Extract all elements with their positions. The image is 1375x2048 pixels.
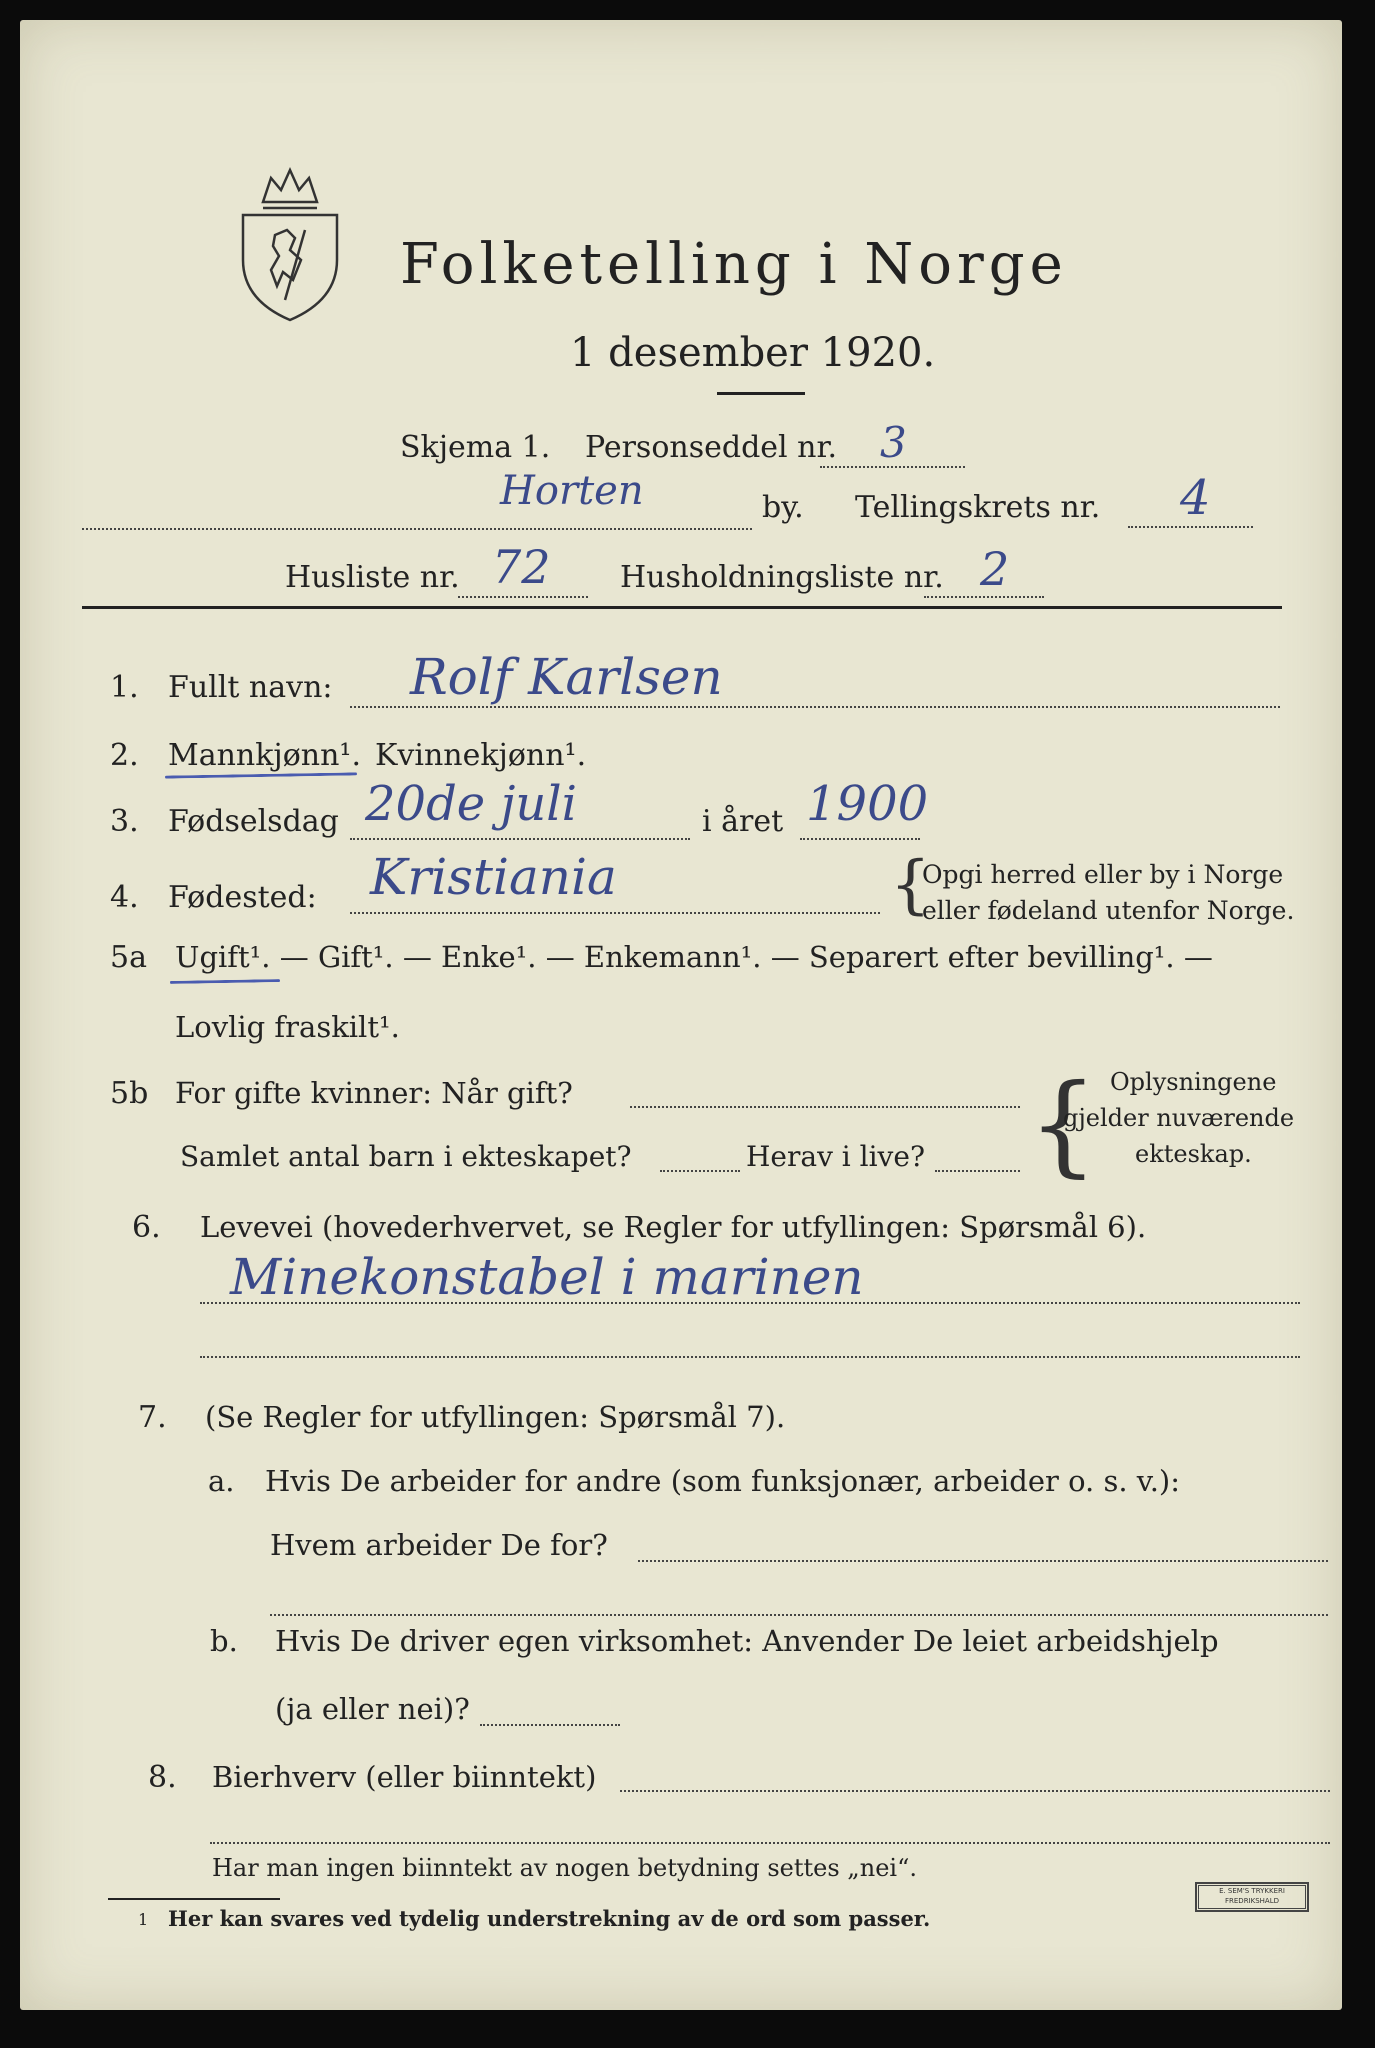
q8-label: Bierhverv (eller biinntekt) [212,1760,597,1794]
birth-year-field[interactable] [800,838,920,840]
q5b-note-line2: gjelder nuværende [1063,1104,1295,1132]
employer-field-line2[interactable] [270,1614,1328,1616]
hired-help-field[interactable] [480,1724,620,1726]
footnote-text: Her kan svares ved tydelig understrekning av de ord som passer. [168,1906,931,1931]
q5a-number: 5a [110,940,147,975]
marital-status-option-divorced[interactable]: Lovlig fraskilt¹. [175,1010,400,1044]
census-form [20,20,1342,2010]
q4-label: Fødested: [168,880,317,915]
side-income-field-line2[interactable] [210,1842,1330,1844]
title-divider [717,392,805,395]
q5b-note-line3: ekteskap. [1135,1140,1252,1168]
ugift-underline-mark [170,979,280,984]
by-label: by. [762,490,804,525]
occupation-field-line2[interactable] [200,1356,1300,1358]
by-value: Horten [500,468,644,514]
coat-of-arms-icon [235,160,345,325]
tellingskrets-label: Tellingskrets nr. [855,490,1101,525]
q3-number: 3. [110,804,139,839]
q7-number: 7. [138,1400,167,1435]
married-when-field[interactable] [630,1106,1020,1108]
q8-number: 8. [148,1760,177,1795]
q4-note-brace: { [890,848,931,922]
husliste-field[interactable] [458,596,588,598]
husholdningsliste-label: Husholdningsliste nr. [620,560,944,595]
tellingskrets-field[interactable] [1128,526,1253,528]
q5b-children-label: Samlet antal barn i ekteskapet? [180,1140,632,1173]
q1-number: 1. [110,670,139,705]
husliste-value: 72 [492,540,551,594]
birthday-field[interactable] [350,838,690,840]
male-underline-mark [165,772,357,778]
footnote-mark: 1 [138,1910,149,1929]
q2-number: 2. [110,738,139,773]
children-alive-field[interactable] [935,1170,1020,1172]
q5b-note-line1: Oplysningene [1110,1068,1277,1096]
husholdningsliste-field[interactable] [924,596,1044,598]
form-date: 1 desember 1920. [570,330,936,376]
q7a-letter: a. [208,1464,235,1498]
form-title: Folketelling i Norge [400,232,1068,297]
personseddel-value: 3 [880,418,907,467]
husliste-label: Husliste nr. [285,560,460,595]
marital-status-options[interactable]: Ugift¹. — Gift¹. — Enke¹. — Enkemann¹. — Separert efter bevilling¹. — [175,940,1213,974]
year-label: i året [702,804,784,839]
q5b-line1: For gifte kvinner: Når gift? [175,1076,573,1110]
birthplace-field[interactable] [350,912,880,914]
by-field[interactable] [82,528,752,530]
q7b-letter: b. [210,1624,238,1658]
husholdningsliste-value: 2 [980,542,1010,596]
birth-year-value: 1900 [806,776,929,832]
q8-note: Har man ingen biinntekt av nogen betydning settes „nei“. [212,1854,917,1882]
q4-note-line2: eller fødeland utenfor Norge. [922,896,1295,925]
q7-label: (Se Regler for utfyllingen: Spørsmål 7). [205,1400,786,1434]
q5b-note-brace: { [1028,1060,1098,1188]
q7a-line1: Hvis De arbeider for andre (som funksjonær, arbeider o. s. v.): [265,1464,1181,1498]
q5b-number: 5b [110,1076,149,1111]
tellingskrets-value: 4 [1180,470,1211,526]
full-name-value: Rolf Karlsen [410,648,723,706]
q6-number: 6. [132,1210,161,1245]
gender-female-option[interactable]: Kvinnekjønn¹. [375,738,587,773]
q3-label: Fødselsdag [168,804,339,839]
personseddel-label: Personseddel nr. [585,430,838,465]
q1-label: Fullt navn: [168,670,333,705]
occupation-value: Minekonstabel i marinen [230,1248,864,1306]
printer-stamp-line2: FREDRIKSHALD [1224,1897,1279,1905]
gender-male-option[interactable]: Mannkjønn¹. [168,738,361,773]
q5b-alive-label: Herav i live? [746,1140,925,1173]
footnote-rule [108,1898,280,1900]
birthplace-value: Kristiania [370,848,617,906]
printer-stamp-line1: E. SEM'S TRYKKERI [1219,1887,1285,1895]
full-name-field[interactable] [350,706,1280,708]
q4-number: 4. [110,880,139,915]
q4-note-line1: Opgi herred eller by i Norge [922,860,1284,889]
birthday-value: 20de juli [365,776,577,832]
q7a-line2: Hvem arbeider De for? [270,1528,608,1562]
printer-stamp [1195,1882,1309,1912]
skjema-label: Skjema 1. [400,430,551,465]
header-rule [82,606,1282,609]
q7b-line1: Hvis De driver egen virksomhet: Anvender De leiet arbeidshjelp [275,1624,1219,1658]
q6-label: Levevei (hovederhvervet, se Regler for utfyllingen: Spørsmål 6). [200,1210,1147,1244]
q7b-line2: (ja eller nei)? [275,1692,470,1726]
employer-field[interactable] [638,1560,1328,1562]
side-income-field[interactable] [620,1790,1330,1792]
children-count-field[interactable] [660,1170,740,1172]
